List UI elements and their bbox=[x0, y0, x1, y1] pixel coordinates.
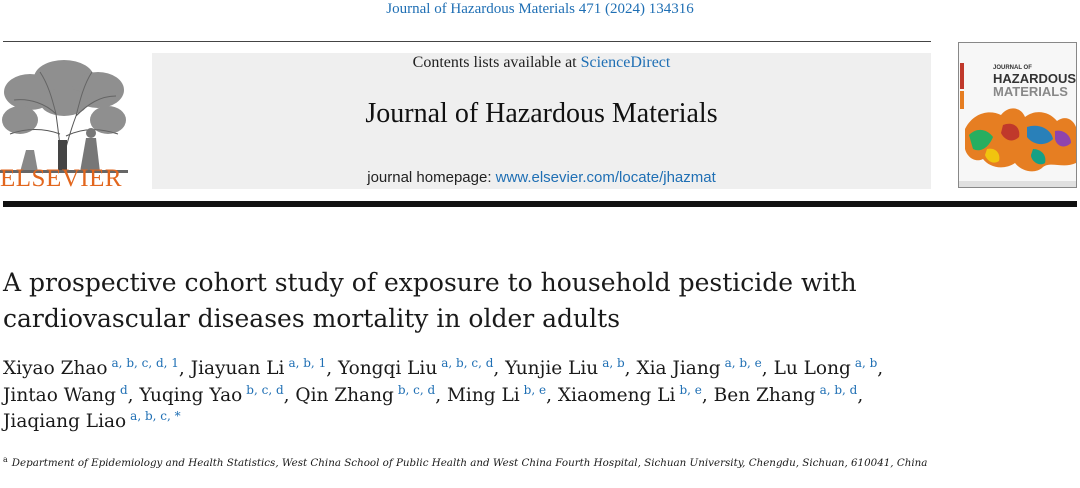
affiliation-text: Department of Epidemiology and Health Statistics, West China School of Public Health and West China Fourth Hospital, Sichuan University, Chengdu, Sichuan, 610041, China bbox=[11, 457, 928, 469]
author-affiliation-link[interactable]: a, b, 1 bbox=[288, 356, 327, 370]
author-name[interactable]: Xiaomeng Li bbox=[557, 384, 676, 406]
author-name[interactable]: Ben Zhang bbox=[713, 384, 816, 406]
author-separator: , bbox=[624, 358, 631, 379]
author-name[interactable]: Yongqi Liu bbox=[337, 358, 438, 379]
affiliation-a bbox=[3, 455, 1073, 472]
contents-line bbox=[152, 53, 931, 73]
author-affiliation-link[interactable]: a, b bbox=[602, 356, 625, 370]
author-separator: , bbox=[761, 358, 768, 379]
author-affiliation-link[interactable]: a, b bbox=[854, 356, 878, 370]
journal-masthead bbox=[152, 53, 931, 189]
author-name[interactable]: Yuqing Yao bbox=[139, 384, 243, 406]
author-affiliation-link[interactable]: b, c, d bbox=[246, 382, 284, 397]
author-affiliation-link[interactable]: a, b, c, d, 1 bbox=[111, 356, 179, 370]
author-list bbox=[3, 356, 1078, 436]
sciencedirect-link[interactable]: ScienceDirect bbox=[580, 54, 671, 71]
author-name[interactable]: Yunjie Liu bbox=[505, 358, 599, 379]
author-affiliation-link[interactable]: d bbox=[119, 382, 128, 397]
author-name[interactable]: Ming Li bbox=[446, 384, 520, 406]
article-title bbox=[3, 265, 1073, 337]
author-separator: , bbox=[877, 358, 884, 379]
contents-prefix: Contents lists available at bbox=[412, 54, 581, 71]
author-affiliation-link[interactable]: a, b, e bbox=[724, 356, 762, 370]
author-separator: , bbox=[546, 384, 552, 406]
top-divider bbox=[3, 41, 931, 42]
journal-homepage-link[interactable]: www.elsevier.com/locate/jhazmat bbox=[495, 169, 716, 186]
author-affiliation-link[interactable]: b, e bbox=[523, 382, 547, 397]
journal-title: Journal of Hazardous Materials bbox=[365, 98, 718, 129]
header-thick-divider bbox=[3, 201, 1077, 207]
article-title-line1: A prospective cohort study of exposure to household pesticide with bbox=[3, 268, 857, 297]
author-separator: , bbox=[178, 358, 185, 379]
journal-cover-thumbnail[interactable] bbox=[958, 42, 1077, 188]
author-separator: , bbox=[127, 384, 134, 406]
homepage-prefix: journal homepage: bbox=[367, 169, 496, 186]
author-separator: , bbox=[701, 384, 708, 406]
author-name[interactable]: Xia Jiang bbox=[636, 358, 721, 379]
author-name[interactable]: Jiayuan Li bbox=[190, 358, 285, 379]
author-name[interactable]: Jiaqiang Liao bbox=[3, 411, 127, 432]
author-name[interactable]: Lu Long bbox=[773, 358, 851, 379]
article-title-line2: cardiovascular diseases mortality in older adults bbox=[3, 304, 621, 333]
author-affiliation-link[interactable]: a, b, c, * bbox=[130, 409, 181, 423]
author-separator: , bbox=[435, 384, 442, 406]
elsevier-wordmark: ELSEVIER bbox=[0, 165, 123, 192]
journal-reference-link[interactable]: Journal of Hazardous Materials 471 (2024) 134316 bbox=[386, 1, 694, 17]
author-name[interactable]: Xiyao Zhao bbox=[3, 358, 108, 379]
author-separator: , bbox=[326, 358, 333, 379]
cover-line1: JOURNAL OF bbox=[993, 65, 1032, 71]
author-affiliation-link[interactable]: b, c, d bbox=[397, 382, 436, 397]
author-separator: , bbox=[283, 384, 290, 406]
cover-world-map-icon bbox=[959, 43, 1077, 188]
author-name[interactable]: Qin Zhang bbox=[295, 384, 394, 406]
cover-line3: MATERIALS bbox=[993, 84, 1068, 99]
author-separator: , bbox=[493, 358, 500, 379]
author-affiliation-link[interactable]: a, b, c, d bbox=[441, 356, 494, 370]
author-name[interactable]: Jintao Wang bbox=[3, 384, 116, 406]
author-separator: , bbox=[857, 384, 864, 406]
cover-line2: HAZARDOUS bbox=[993, 71, 1077, 86]
author-affiliation-link[interactable]: b, e bbox=[679, 382, 702, 397]
affiliation-marker: a bbox=[3, 455, 8, 464]
homepage-line bbox=[152, 168, 931, 188]
author-affiliation-link[interactable]: a, b, d bbox=[819, 382, 858, 397]
